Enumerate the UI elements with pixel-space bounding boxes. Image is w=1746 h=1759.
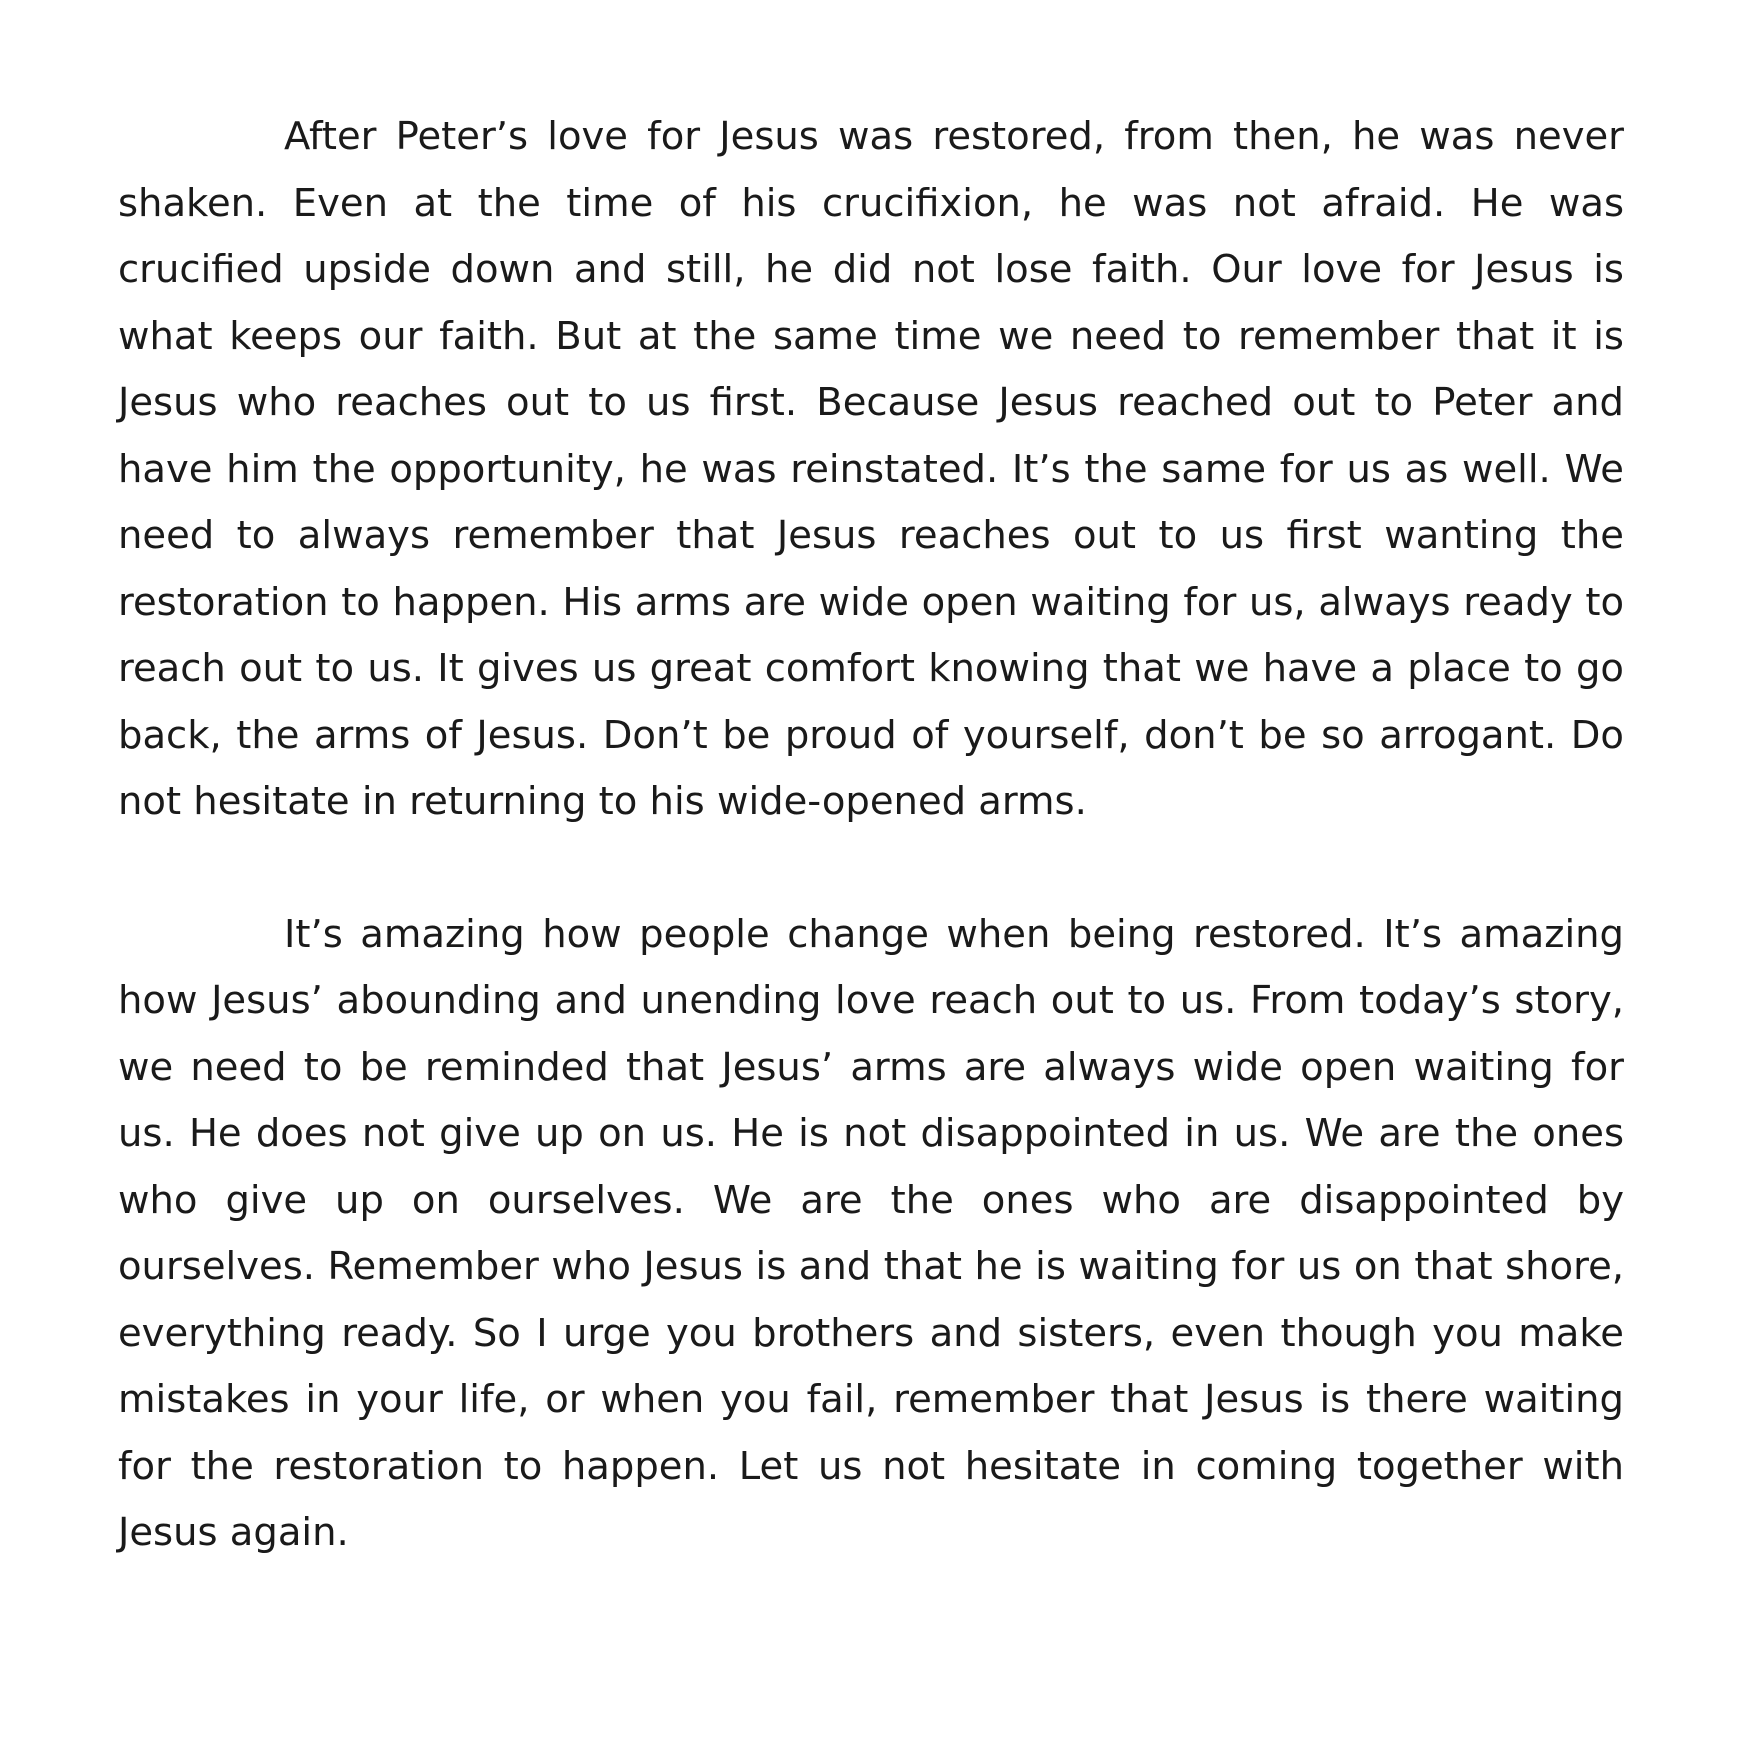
document-page [118, 104, 1624, 1567]
paragraph-1: After Peter’s love for Jesus was restored, from then, he was never shaken. Even at the time of his crucifixion, he was not afraid. He was crucified upside down and still, he did not lose faith. Our love for Jesus is what keeps our faith. But at the same time we need to remember that it is Jesus who reaches out to us first. Because Jesus reached out to Peter and have him the opportunity, he was reinstated. It’s the same for us as well. We need to always remember that Jesus reaches out to us first wanting the restoration to happen. His arms are wide open waiting for us, always ready to reach out to us. It gives us great comfort knowing that we have a place to go back, the arms of Jesus. Don’t be proud of yourself, don’t be so arrogant. Do not hesitate in returning to his wide-opened arms. [118, 114, 1624, 824]
paragraph-2: It’s amazing how people change when being restored. It’s amazing how Jesus’ abounding and unending love reach out to us. From today’s story, we need to be reminded that Jesus’ arms are always wide open waiting for us. He does not give up on us. He is not disappointed in us. We are the ones who give up on ourselves. We are the ones who are disappointed by ourselves. Remember who Jesus is and that he is waiting for us on that shore, everything ready. So I urge you brothers and sisters, even though you make mistakes in your life, or when you fail, remember that Jesus is there waiting for the restoration to happen. Let us not hesitate in coming together with Jesus again. [118, 911, 1624, 1555]
